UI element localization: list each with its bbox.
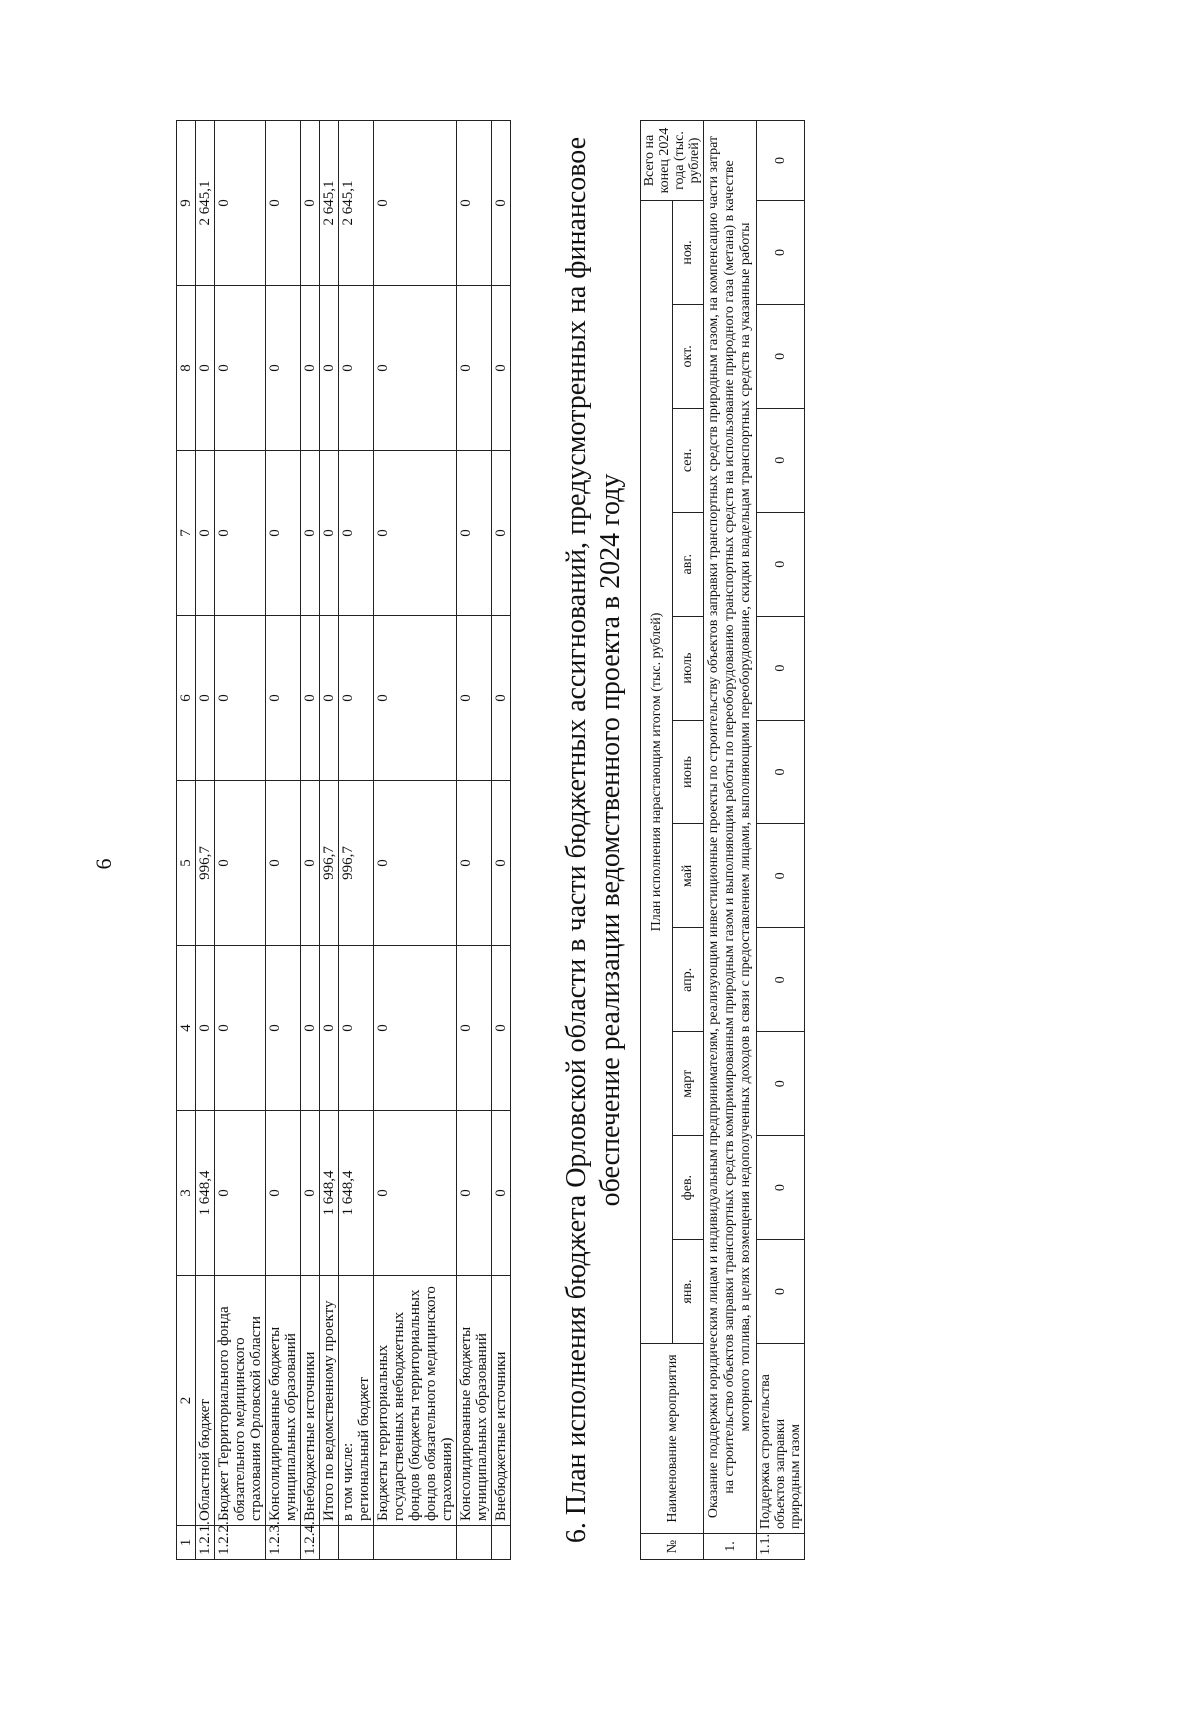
plan-row (757, 121, 805, 1560)
value-cell: 0 (757, 1136, 805, 1240)
header-cell: 3 (177, 1111, 196, 1276)
value-cell: 0 (339, 946, 374, 1111)
value-cell: 0 (301, 616, 320, 781)
value-cell: 996,7 (339, 781, 374, 946)
plan-header-row (641, 121, 673, 1560)
value-cell: 0 (757, 408, 805, 512)
month-header: фев. (672, 1136, 704, 1240)
month-header: март (672, 1032, 704, 1136)
value-cell: 0 (374, 451, 457, 616)
row-number: 1.2.1. (196, 1526, 215, 1560)
value-cell: 0 (457, 451, 492, 616)
value-cell: 0 (215, 781, 266, 946)
value-cell: 0 (757, 1240, 805, 1344)
budget-table (176, 120, 511, 1560)
value-cell: 1 648,4 (320, 1111, 339, 1276)
value-cell: 2 645,1 (196, 121, 215, 286)
row-name: Итого по ведомственному проекту (320, 1276, 339, 1526)
row-number (374, 1526, 457, 1560)
value-cell: 0 (757, 720, 805, 824)
value-cell: 0 (320, 451, 339, 616)
row-name: в том числе: региональный бюджет (339, 1276, 374, 1526)
value-cell: 0 (266, 286, 301, 451)
col-total-header: Всего на конец 2024 года (тыс. рублей) (641, 121, 704, 201)
value-cell: 0 (266, 616, 301, 781)
value-cell: 0 (339, 451, 374, 616)
value-cell: 0 (266, 1111, 301, 1276)
header-cell: 7 (177, 451, 196, 616)
value-cell: 0 (457, 946, 492, 1111)
value-cell: 0 (320, 286, 339, 451)
month-header: окт. (672, 304, 704, 408)
row-name: Областной бюджет (196, 1276, 215, 1526)
value-cell: 0 (492, 781, 511, 946)
value-cell: 0 (215, 946, 266, 1111)
value-cell: 0 (757, 121, 805, 201)
table-row (492, 121, 511, 1560)
value-cell: 0 (196, 616, 215, 781)
value-cell: 0 (266, 946, 301, 1111)
value-cell: 1 648,4 (339, 1111, 374, 1276)
row-name: Поддержка строительства объектов заправки природным газом (757, 1344, 805, 1534)
table-row (374, 121, 457, 1560)
value-cell: 0 (457, 121, 492, 286)
value-cell: 0 (757, 616, 805, 720)
value-cell: 0 (339, 286, 374, 451)
value-cell: 0 (301, 121, 320, 286)
value-cell: 0 (457, 286, 492, 451)
value-cell: 0 (320, 946, 339, 1111)
col-name-header: Наименование мероприятия (641, 1344, 704, 1534)
task-description: Оказание поддержки юридическим лицам и индивидуальным предпринимателям, реализующим инвестиционные проекты по строительству объектов заправки транспортных средств природным газом, на компенсацию части затрат на строительство объектов заправки транспортных средств компримированным природным газом и выполняющим работы по переоборудованию транспортных средств на использование природного газа (метана) в качестве моторного топлива, в целях возмещения недополученных доходов в связи с предоставлением лицами, выполняющими переоборудование, скидки владельцам транспортных средств на указанные работы (704, 121, 757, 1534)
value-cell: 0 (757, 928, 805, 1032)
task-number: 1. (704, 1534, 757, 1560)
value-cell: 0 (215, 451, 266, 616)
month-header: авг. (672, 512, 704, 616)
value-cell: 0 (374, 946, 457, 1111)
value-cell: 0 (757, 304, 805, 408)
table-row (301, 121, 320, 1560)
month-header: июнь (672, 720, 704, 824)
header-cell: 2 (177, 1276, 196, 1526)
value-cell: 0 (374, 781, 457, 946)
value-cell: 0 (757, 1032, 805, 1136)
value-cell: 0 (301, 1111, 320, 1276)
value-cell: 0 (374, 1111, 457, 1276)
row-number: 1.2.3. (266, 1526, 301, 1560)
col-plan-header: План исполнения нарастающим итогом (тыс. рублей) (641, 201, 673, 1344)
header-cell: 4 (177, 946, 196, 1111)
table-row (339, 121, 374, 1560)
value-cell: 0 (215, 616, 266, 781)
table-row (457, 121, 492, 1560)
value-cell: 996,7 (196, 781, 215, 946)
value-cell: 2 645,1 (320, 121, 339, 286)
value-cell: 0 (374, 121, 457, 286)
plan-table (640, 120, 805, 1560)
value-cell: 0 (215, 121, 266, 286)
value-cell: 2 645,1 (339, 121, 374, 286)
table-row (215, 121, 266, 1560)
row-name: Бюджет Территориального фонда обязательного медицинского страхования Орловской области (215, 1276, 266, 1526)
row-number (320, 1526, 339, 1560)
value-cell: 0 (492, 1111, 511, 1276)
value-cell: 0 (492, 451, 511, 616)
value-cell: 0 (301, 946, 320, 1111)
row-number: 1.2.2. (215, 1526, 266, 1560)
value-cell: 0 (301, 286, 320, 451)
budget-table-continued (176, 120, 511, 1560)
table-header-row (177, 121, 196, 1560)
row-number (492, 1526, 511, 1560)
row-number (339, 1526, 374, 1560)
value-cell: 0 (339, 616, 374, 781)
month-header: сен. (672, 408, 704, 512)
col-num-header: № (641, 1534, 704, 1560)
value-cell: 0 (196, 451, 215, 616)
value-cell: 0 (301, 781, 320, 946)
header-cell: 8 (177, 286, 196, 451)
value-cell: 0 (374, 616, 457, 781)
row-number: 1.1. (757, 1534, 805, 1560)
value-cell: 0 (320, 616, 339, 781)
task-row (704, 121, 757, 1560)
value-cell: 0 (492, 946, 511, 1111)
plan-table-wrapper (640, 120, 805, 1560)
page-number: 6 (91, 858, 116, 870)
value-cell: 0 (457, 1111, 492, 1276)
value-cell: 0 (492, 286, 511, 451)
value-cell: 1 648,4 (196, 1111, 215, 1276)
table-row (266, 121, 301, 1560)
header-cell: 9 (177, 121, 196, 286)
value-cell: 0 (301, 451, 320, 616)
table-row (320, 121, 339, 1560)
header-cell: 5 (177, 781, 196, 946)
header-cell: 1 (177, 1526, 196, 1560)
month-header: июль (672, 616, 704, 720)
table-row (196, 121, 215, 1560)
header-cell: 6 (177, 616, 196, 781)
value-cell: 0 (492, 616, 511, 781)
value-cell: 0 (757, 824, 805, 928)
month-header: май (672, 824, 704, 928)
value-cell: 0 (266, 781, 301, 946)
row-name: Внебюджетные источники (492, 1276, 511, 1526)
value-cell: 996,7 (320, 781, 339, 946)
row-name: Бюджеты территориальных государственных внебюджетных фондов (бюджеты территориальных фондов обязательного медицинского страхования) (374, 1276, 457, 1526)
row-number (457, 1526, 492, 1560)
month-header: апр. (672, 928, 704, 1032)
month-header: янв. (672, 1240, 704, 1344)
value-cell: 0 (457, 781, 492, 946)
value-cell: 0 (374, 286, 457, 451)
value-cell: 0 (266, 451, 301, 616)
row-number: 1.2.4. (301, 1526, 320, 1560)
value-cell: 0 (757, 512, 805, 616)
row-name: Консолидированные бюджеты муниципальных образований (457, 1276, 492, 1526)
section-title: 6. План исполнения бюджета Орловской области в части бюджетных ассигнований, предусмотренных на финансовое обеспечение реализации ведомственного проекта в 2024 году (561, 136, 626, 1544)
row-name: Консолидированные бюджеты муниципальных образований (266, 1276, 301, 1526)
value-cell: 0 (196, 946, 215, 1111)
value-cell: 0 (757, 201, 805, 305)
value-cell: 0 (457, 616, 492, 781)
month-header: ноя. (672, 201, 704, 305)
value-cell: 0 (492, 121, 511, 286)
value-cell: 0 (196, 286, 215, 451)
row-name: Внебюджетные источники (301, 1276, 320, 1526)
value-cell: 0 (215, 286, 266, 451)
value-cell: 0 (266, 121, 301, 286)
value-cell: 0 (215, 1111, 266, 1276)
